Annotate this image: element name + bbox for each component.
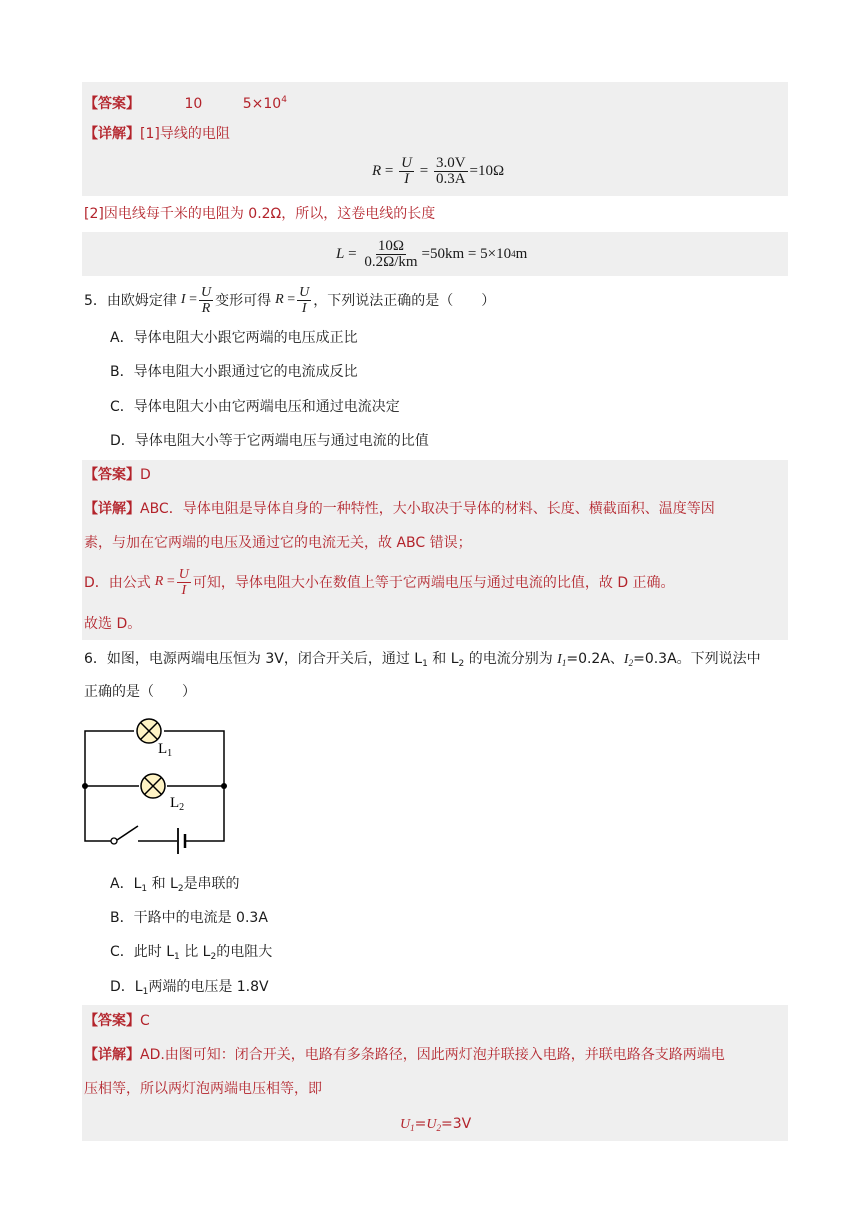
q5-option-d[interactable]: D．导体电阻大小等于它两端电压与通过电流的比值 bbox=[110, 433, 429, 449]
lamp-l2-label: $L_2$ bbox=[170, 795, 185, 813]
lamp-l1-label: $L_1$ bbox=[158, 741, 173, 759]
q6-option-b[interactable]: B．干路中的电流是 0.3A bbox=[110, 910, 268, 926]
q6-option-d[interactable]: D．$L_1$两端的电压是 1.8V bbox=[110, 979, 269, 997]
detail-tag: 【详解】 bbox=[84, 126, 140, 142]
q5-stem: 5．由欧姆定律 I = $\frac{U}{R}$ 变形可得 R = $\frac{U}{I}$ ，下列说法正确的是（ ） bbox=[84, 284, 496, 316]
lamp-l1-icon bbox=[137, 719, 161, 743]
circuit-diagram bbox=[80, 716, 230, 860]
q6-stem-2: 正确的是（ ） bbox=[84, 684, 196, 700]
q5-detail-line-2: 素，与加在它两端的电压及通过它的电流无关，故 ABC 错误； bbox=[84, 535, 472, 551]
q5-option-c[interactable]: C．导体电阻大小由它两端电压和通过电流决定 bbox=[110, 399, 400, 415]
switch bbox=[117, 826, 138, 840]
q5-option-b[interactable]: B．导体电阻大小跟通过它的电流成反比 bbox=[110, 364, 358, 380]
q6-stem-1: 6．如图，电源两端电压恒为 3V，闭合开关后，通过 $L_1$ 和 $L_2$ 的电流分别为 $I_1=0.2A$、$I_2=0.3A$。下列说法中 bbox=[84, 651, 761, 669]
q6-option-a[interactable]: A．$L_1$ 和 $L_2$是串联的 bbox=[110, 876, 240, 894]
q5-answer-line: 【答案】D bbox=[84, 467, 151, 483]
q5-detail-line-3: D．由公式 R = $\frac{U}{I}$ 可知，导体电阻大小在数值上等于它两端电压与通过电流的比值，故 D 正确。 bbox=[84, 566, 675, 598]
switch-contact bbox=[111, 838, 117, 844]
answer-exponent: 4 bbox=[281, 95, 287, 105]
answer-value: 5×10 bbox=[242, 96, 282, 112]
q4-equation-1: R = $\frac{U}{I}$ = $\frac{3.0V}{0.3A}$ =10Ω bbox=[372, 154, 505, 187]
q4-equation-2: L = $\frac{10\Omega}{0.2\Omega/km}$ =50km = 5×10 4 m bbox=[336, 237, 528, 270]
q6-detail-line-2: 压相等，所以两灯泡两端电压相等，即 bbox=[84, 1081, 322, 1097]
junction-dot bbox=[82, 783, 88, 789]
answer-tag: 【答案】 bbox=[84, 96, 140, 112]
q4-answer-line bbox=[84, 88, 287, 112]
q6-equation: $U_1=U_2=3V$ bbox=[400, 1116, 472, 1133]
answer-value: 10 bbox=[184, 96, 203, 112]
junction-dot bbox=[221, 783, 227, 789]
q6-answer-line: 【答案】C bbox=[84, 1013, 150, 1029]
detail-text: [1]导线的电阻 bbox=[140, 126, 230, 142]
lamp-l2-icon bbox=[141, 774, 165, 798]
q6-option-c[interactable]: C．此时 $L_1$ 比 $L_2$的电阻大 bbox=[110, 944, 273, 962]
q5-detail-line-4: 故选 D。 bbox=[84, 616, 142, 632]
q4-detail-line bbox=[84, 122, 230, 146]
q4-detail-2: [2]因电线每千米的电阻为 0.2Ω，所以，这卷电线的长度 bbox=[84, 206, 436, 222]
q6-detail-line-1: 【详解】AD.由图可知：闭合开关，电路有多条路径，因此两灯泡并联接入电路，并联电路各支路两端电 bbox=[84, 1047, 725, 1063]
q5-detail-line-1: 【详解】ABC．导体电阻是导体自身的一种特性，大小取决于导体的材料、长度、横截面积、温度等因 bbox=[84, 501, 715, 517]
q5-option-a[interactable]: A．导体电阻大小跟它两端的电压成正比 bbox=[110, 330, 358, 346]
